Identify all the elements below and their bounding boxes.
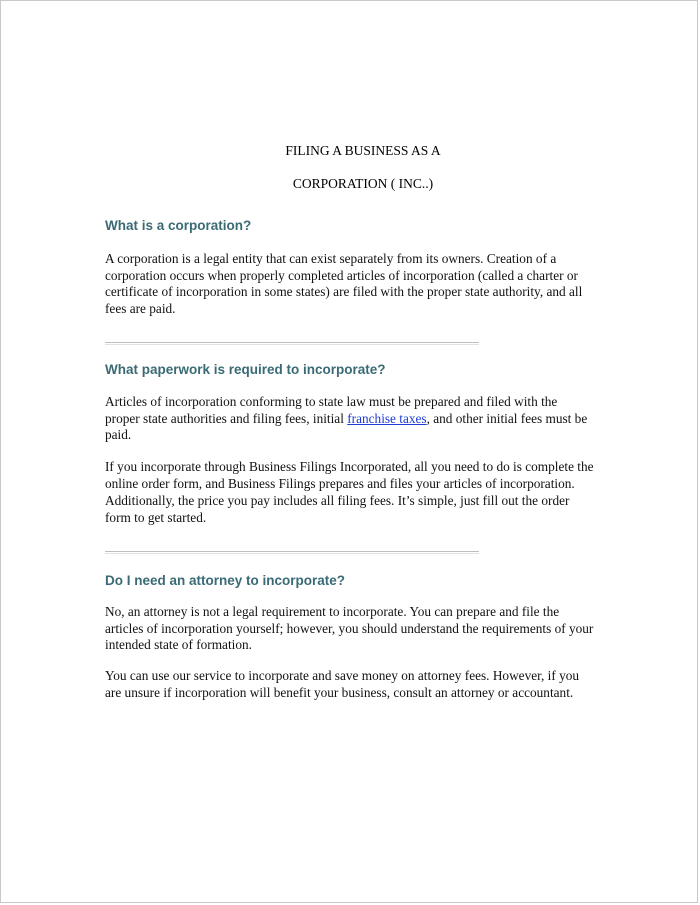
- section-3-paragraph-2: You can use our service to incorporate and save money on attorney fees. However, if you are unsure if incorporation will benefit your business, consult an attorney or accountant.: [105, 668, 580, 700]
- section-divider: [105, 342, 479, 345]
- paragraph-text: Articles of incorporation conforming to state law must be prepared and filed with the proper state authorities and filing fees, initial: [105, 394, 558, 426]
- section-1-paragraph: A corporation is a legal entity that can exist separately from its owners. Creation of a corporation occurs when properly completed articles of incorporation (called a charter or certificate of incorporation in some states) are filed with the proper state authority, and all fees are paid.: [105, 251, 583, 316]
- document-title-line-2: CORPORATION ( INC..): [292, 176, 434, 191]
- paragraph-text: , and other initial fees must be paid.: [105, 410, 588, 442]
- section-2-paragraph-2: If you incorporate through Business Filings Incorporated, all you need to do is complete the online order form, and Business Filings prepares and files your articles of incorporation. Additionally, the price you pay includes all filing fees. It’s simple, just fill out the order form to get started.: [105, 459, 594, 525]
- section-heading-paperwork: What paperwork is required to incorporate?: [105, 362, 386, 377]
- franchise-taxes-link[interactable]: franchise taxes: [347, 410, 427, 426]
- section-heading-what-is-corporation: What is a corporation?: [105, 218, 252, 233]
- section-3-paragraph-1: No, an attorney is not a legal requirement to incorporate. You can prepare and file the articles of incorporation yourself; however, you should understand the requirements of your intended state of formation.: [105, 604, 594, 652]
- section-divider: [105, 551, 479, 554]
- section-2-paragraph-1: [105, 394, 595, 444]
- document-title-line-1: FILING A BUSINESS AS A: [285, 143, 441, 158]
- section-heading-attorney: Do I need an attorney to incorporate?: [105, 573, 346, 588]
